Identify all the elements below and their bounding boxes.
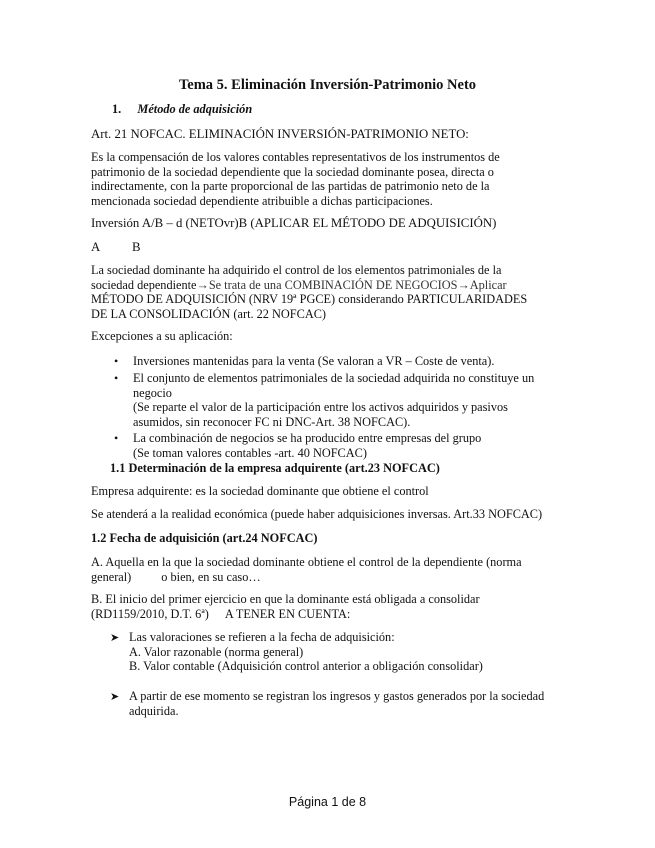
control-paragraph bbox=[91, 263, 571, 321]
investment-formula-line: Inversión A/B – d (NETOvr)B (APLICAR EL MÉTODO DE ADQUISICIÓN) bbox=[91, 216, 497, 230]
text-line: A partir de ese momento se registran los ingresos y gastos generados por la sociedad bbox=[129, 689, 545, 703]
note-label: A TENER EN CUENTA: bbox=[224, 606, 351, 621]
ab-line bbox=[91, 240, 571, 255]
art21-line: Art. 21 NOFCAC. ELIMINACIÓN INVERSIÓN-PATRIMONIO NETO: bbox=[91, 127, 469, 141]
text-line: adquirida. bbox=[129, 703, 179, 718]
economic-reality-line: Se atenderá a la realidad económica (puede haber adquisiciones inversas. Art.33 NOFCAC) bbox=[91, 507, 543, 521]
valuations-block bbox=[129, 630, 554, 674]
text-span: o bien, en su caso… bbox=[161, 569, 261, 584]
text-line: indirectamente, con la parte proporcional de las partidas de patrimonio neto de la bbox=[91, 179, 490, 194]
bullet-dot-icon: • bbox=[114, 354, 119, 368]
section-1-2-heading: 1.2 Fecha de adquisición (art.24 NOFCAC) bbox=[91, 531, 318, 545]
arrowhead-icon: ➤ bbox=[110, 632, 120, 644]
text-line: B. Valor contable (Adquisición control anterior a obligación consolidar) bbox=[129, 659, 483, 674]
text-line: negocio bbox=[133, 385, 172, 400]
text-span: (RD1159/2010, D.T. 6ª) bbox=[91, 606, 209, 621]
exception-item-1: Inversiones mantenidas para la venta (Se valoran a VR – Coste de venta). bbox=[133, 354, 495, 368]
label-a: A bbox=[91, 240, 100, 254]
section-1-number: 1. bbox=[112, 102, 122, 116]
date-option-b bbox=[91, 592, 571, 621]
text-line: patrimonio de la sociedad dependiente que la sociedad dominante posea, directa o bbox=[91, 164, 494, 179]
exceptions-heading: Excepciones a su aplicación: bbox=[91, 329, 233, 343]
section-1-title: Método de adquisición bbox=[137, 102, 253, 116]
arrowhead-icon: ➤ bbox=[110, 691, 120, 703]
doc-title: Tema 5. Eliminación Inversión-Patrimonio Neto bbox=[178, 77, 477, 93]
date-option-a bbox=[91, 555, 571, 584]
bullet-dot-icon: • bbox=[114, 431, 119, 445]
text-line bbox=[91, 607, 571, 622]
text-line: A. Aquella en la que la sociedad dominante obtiene el control de la dependiente (norma bbox=[91, 555, 522, 569]
text-span: sociedad dependiente bbox=[91, 277, 197, 292]
text-line: A. Valor razonable (norma general) bbox=[129, 644, 304, 659]
section-1-1-heading: 1.1 Determinación de la empresa adquirente (art.23 NOFCAC) bbox=[110, 461, 440, 475]
text-line: asumidos, sin reconocer FC ni DNC-Art. 38 NOFCAC). bbox=[133, 414, 411, 429]
income-registration-block bbox=[129, 689, 554, 718]
label-b: B bbox=[131, 240, 141, 254]
text-line bbox=[91, 570, 571, 585]
exception-item-3 bbox=[133, 431, 558, 460]
text-line: B. El inicio del primer ejercicio en que la dominante está obligada a consolidar bbox=[91, 592, 480, 606]
text-line: La combinación de negocios se ha producido entre empresas del grupo bbox=[133, 431, 482, 445]
combination-note: →Se trata de una COMBINACIÓN DE NEGOCIOS→Aplicar bbox=[196, 277, 507, 292]
text-line: La sociedad dominante ha adquirido el control de los elementos patrimoniales de la bbox=[91, 263, 502, 277]
definition-paragraph bbox=[91, 150, 571, 208]
text-line: DE LA CONSOLIDACIÓN (art. 22 NOFCAC) bbox=[91, 306, 326, 321]
text-line: MÉTODO DE ADQUISICIÓN (NRV 19ª PGCE) considerando PARTICULARIDADES bbox=[91, 292, 528, 307]
text-line: Las valoraciones se refieren a la fecha de adquisición: bbox=[129, 630, 395, 644]
section-1-heading bbox=[112, 102, 592, 117]
text-line: (Se reparte el valor de la participación entre los activos adquiridos y pasivos bbox=[133, 400, 508, 415]
text-line: Es la compensación de los valores contables representativos de los instrumentos de bbox=[91, 150, 500, 164]
text-span: general) bbox=[91, 569, 132, 584]
text-line: (Se toman valores contables -art. 40 NOFCAC) bbox=[133, 445, 367, 460]
text-line: El conjunto de elementos patrimoniales de la sociedad adquirida no constituye un bbox=[133, 371, 535, 385]
acquirer-definition: Empresa adquirente: es la sociedad dominante que obtiene el control bbox=[91, 484, 429, 498]
page-footer: Página 1 de 8 bbox=[288, 795, 367, 809]
text-line: mencionada sociedad dependiente atribuible a dichas participaciones. bbox=[91, 193, 433, 208]
exception-item-2 bbox=[133, 371, 558, 429]
bullet-dot-icon: • bbox=[114, 371, 119, 385]
text-line bbox=[91, 278, 571, 293]
